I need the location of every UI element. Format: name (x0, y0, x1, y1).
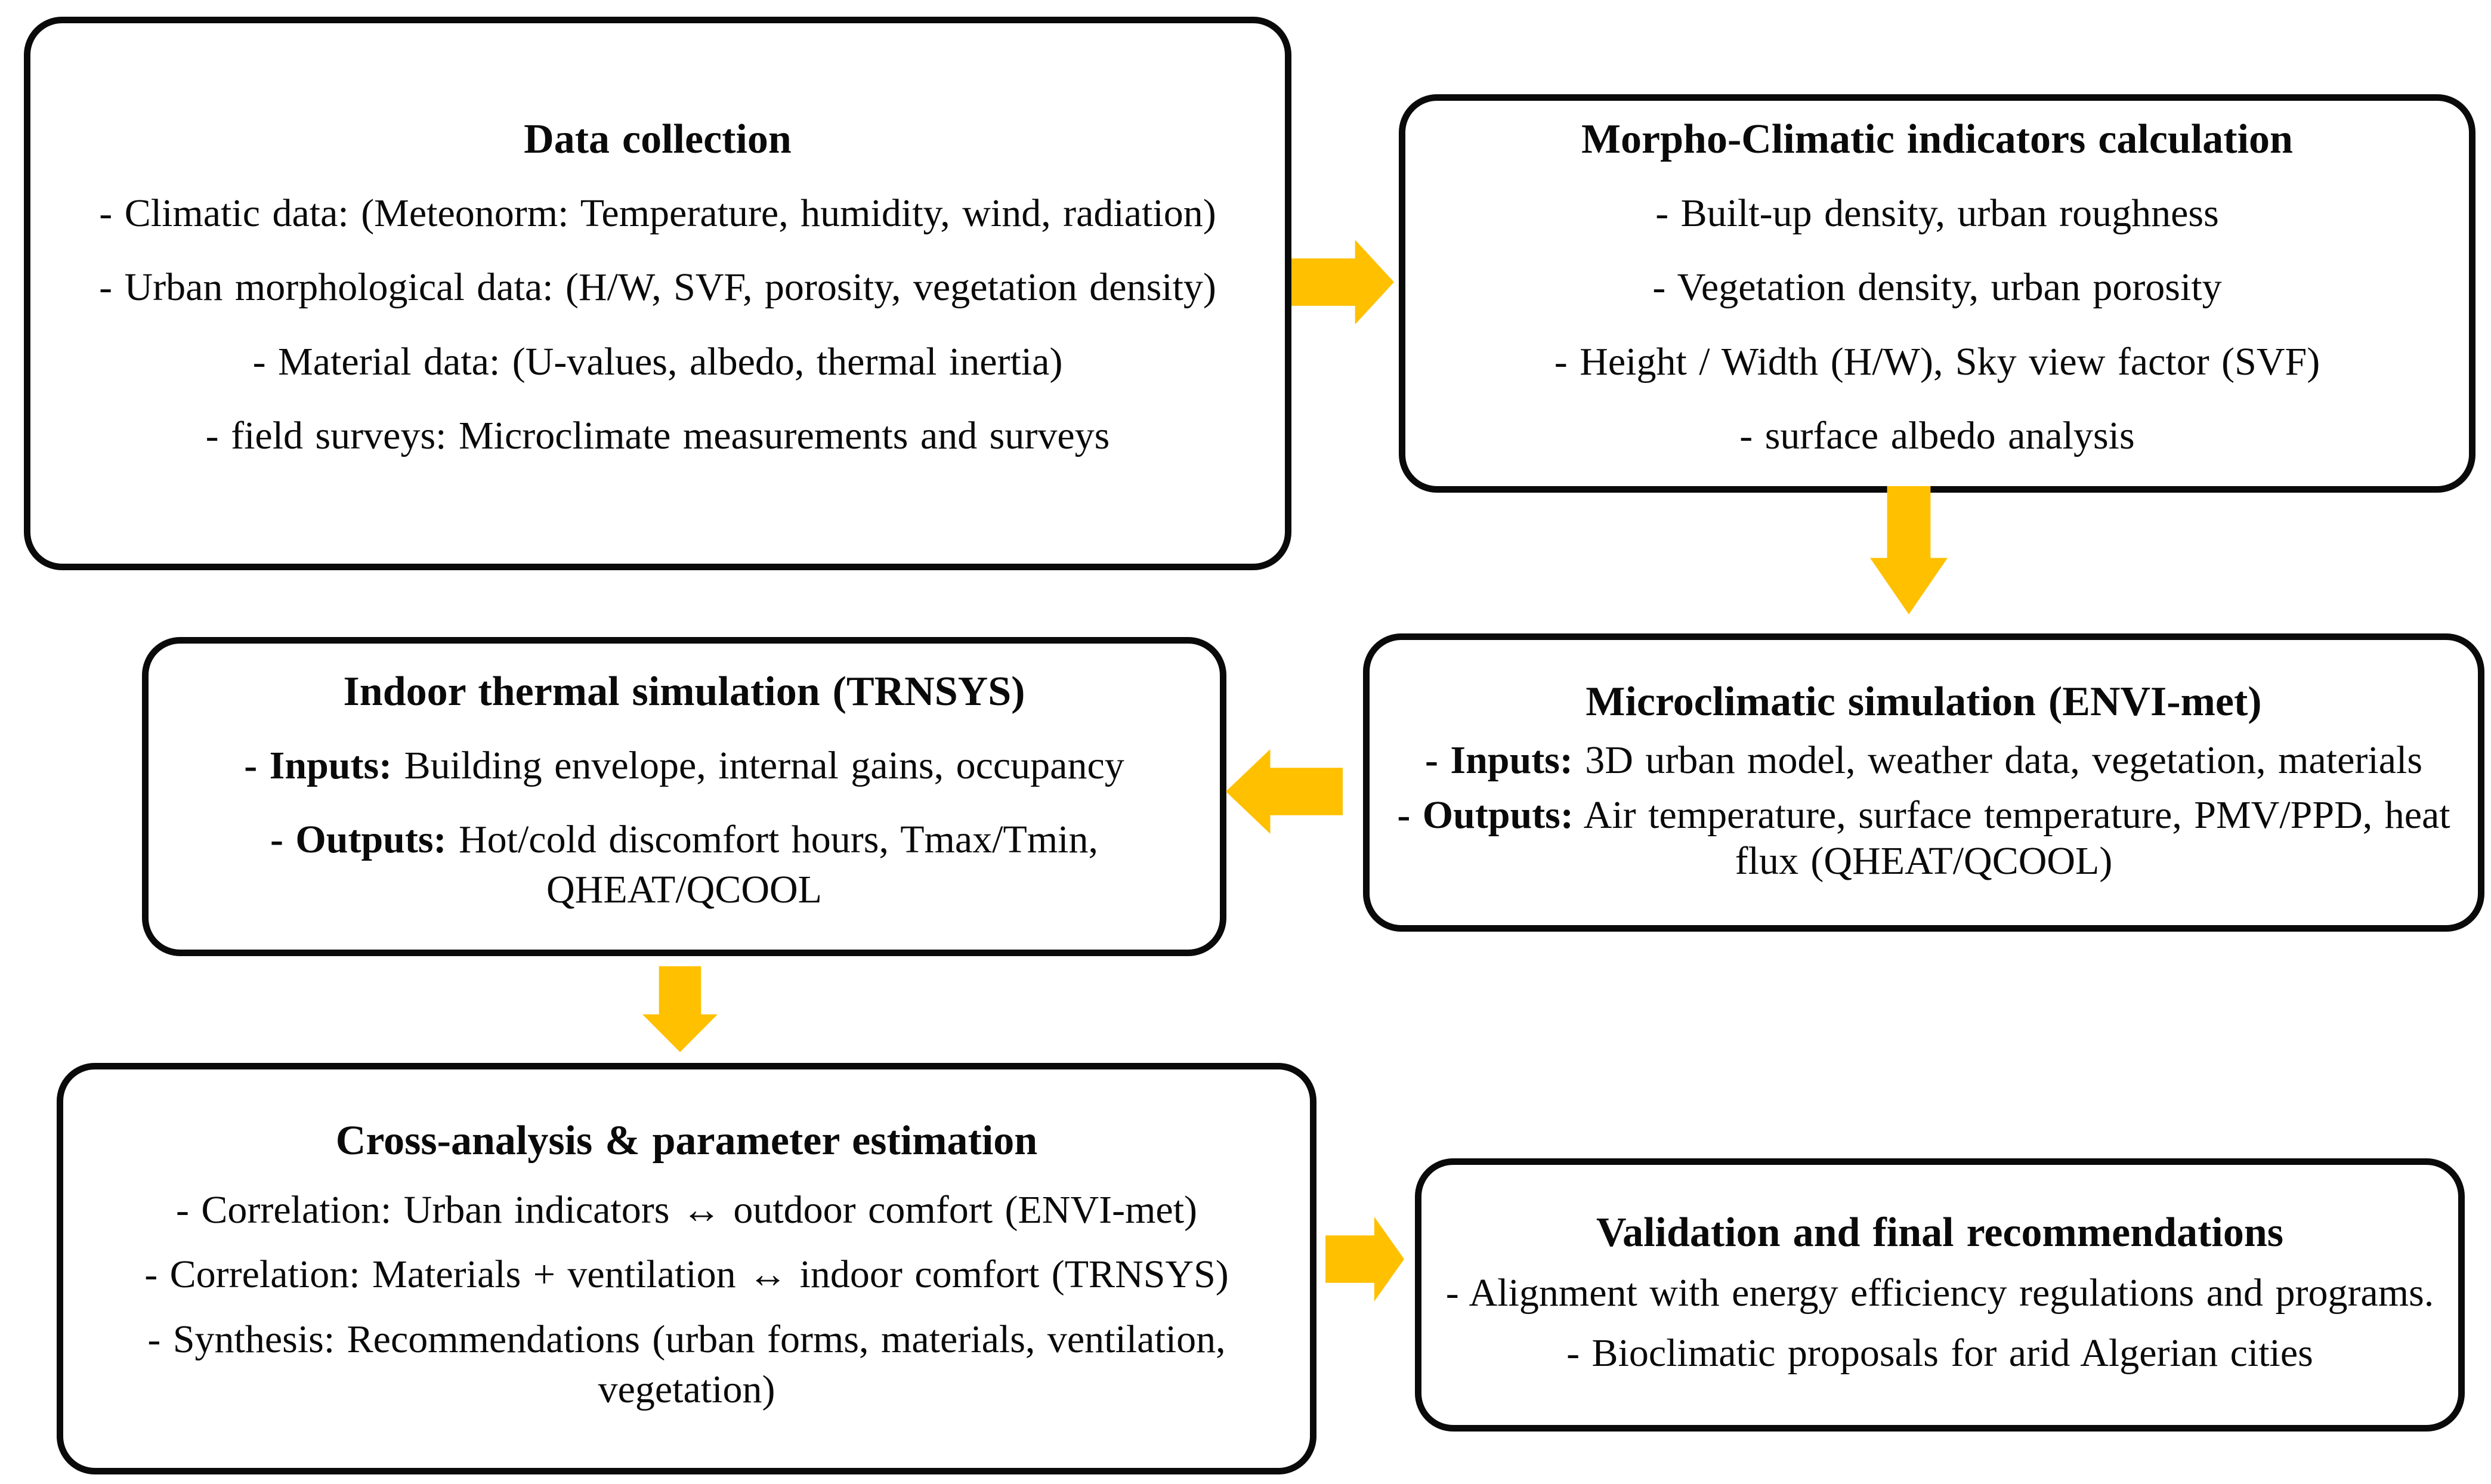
box-validation-recommendations (1415, 1158, 2465, 1432)
bullet-item: - Vegetation density, urban porosity (1652, 265, 2222, 310)
flow-arrow-right-icon (1291, 240, 1394, 324)
bullet-item: - Height / Width (H/W), Sky view factor (SVF) (1554, 339, 2320, 384)
bullet-item: - Outputs: Air temperature, surface temperature, PMV/PPD, heat flux (QHEAT/QCOOL) (1397, 793, 2450, 883)
box-title: Morpho-Climatic indicators calculation (1581, 116, 2293, 163)
bullet-item: - Bioclimatic proposals for arid Algerian cities (1566, 1331, 2313, 1375)
bullet-item: - Correlation: Urban indicators ↔ outdoor comfort (ENVI-met) (175, 1188, 1198, 1232)
box-indoor-thermal-simulation (142, 637, 1226, 956)
flow-arrow-down-icon (1870, 486, 1948, 614)
box-title: Validation and final recommendations (1596, 1209, 2284, 1256)
bullet-item: - Inputs: Building envelope, internal gains, occupancy (244, 743, 1124, 787)
box-data-collection (24, 17, 1291, 570)
box-title: Data collection (524, 116, 792, 163)
flow-arrow-right-icon (1325, 1217, 1404, 1301)
bullet-item: - Inputs: 3D urban model, weather data, vegetation, materials (1424, 738, 2423, 782)
box-cross-analysis (57, 1063, 1316, 1474)
bullet-item: - Outputs: Hot/cold discomfort hours, Tmax/Tmin, QHEAT/QCOOL (270, 818, 1098, 912)
box-title: Microclimatic simulation (ENVI-met) (1586, 679, 2262, 725)
bullet-item: - surface albedo analysis (1739, 414, 2135, 458)
flow-arrow-down-icon (642, 966, 718, 1052)
bullet-item: - Correlation: Materials + ventilation ↔ indoor comfort (TRNSYS) (144, 1253, 1229, 1297)
box-title: Cross-analysis & parameter estimation (335, 1118, 1038, 1164)
box-morpho-climatic-indicators (1399, 94, 2475, 493)
bullet-item: - Urban morphological data: (H/W, SVF, porosity, vegetation density) (99, 265, 1216, 310)
bullet-item: - Built-up density, urban roughness (1655, 191, 2219, 235)
bullet-item: - Alignment with energy efficiency regulations and programs. (1445, 1271, 2434, 1315)
box-microclimatic-simulation (1363, 633, 2484, 932)
flow-arrow-left-icon (1226, 749, 1343, 834)
box-title: Indoor thermal simulation (TRNSYS) (343, 669, 1025, 715)
bullet-item: - Material data: (U-values, albedo, thermal inertia) (252, 339, 1063, 384)
bullet-item: - Synthesis: Recommendations (urban forms, materials, ventilation, vegetation) (147, 1317, 1226, 1412)
bullet-item: - field surveys: Microclimate measurements and surveys (205, 414, 1110, 458)
bullet-item: - Climatic data: (Meteonorm: Temperature, humidity, wind, radiation) (99, 191, 1216, 235)
